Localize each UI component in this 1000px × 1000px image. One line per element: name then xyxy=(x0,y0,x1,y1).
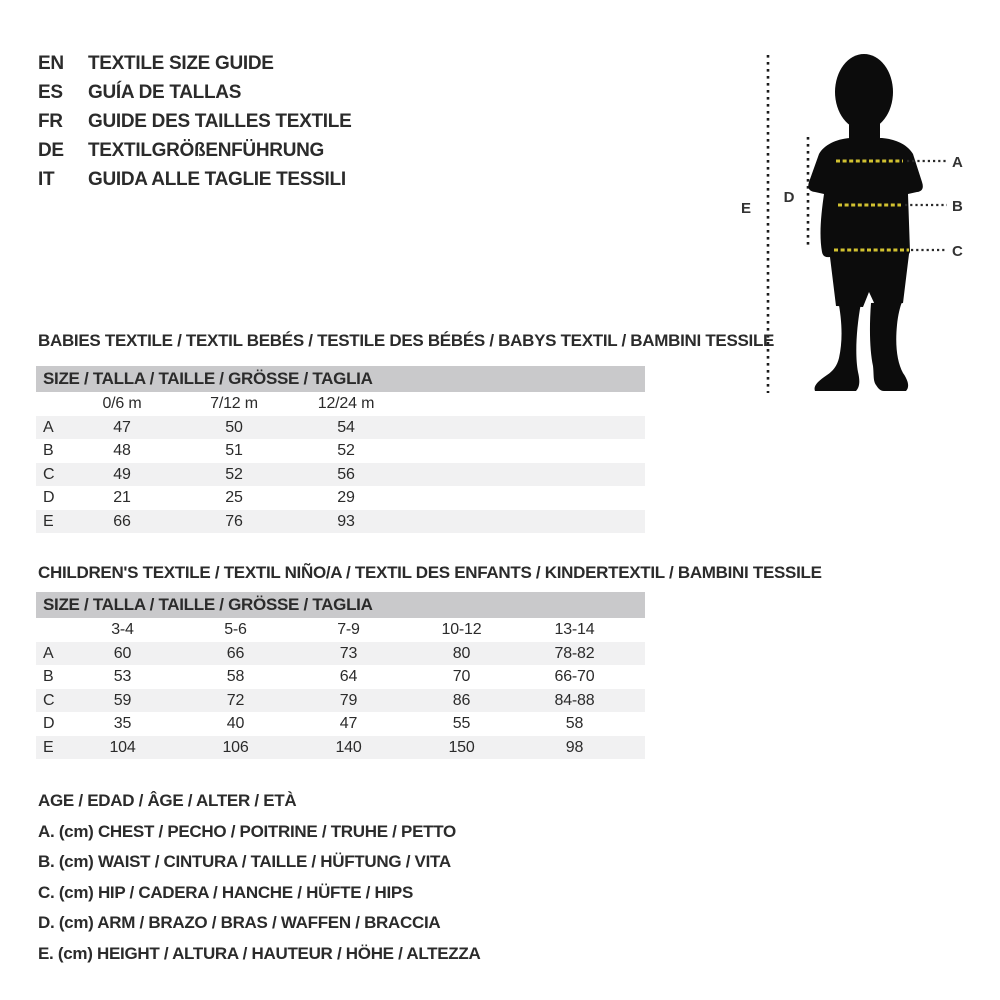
waist-label: B xyxy=(952,198,963,215)
language-title-list xyxy=(38,49,351,194)
table-cell: 93 xyxy=(337,512,355,530)
lang-code: DE xyxy=(38,140,64,161)
lang-row-en xyxy=(38,49,351,78)
child-silhouette xyxy=(808,54,923,391)
table-cell: 53 xyxy=(113,668,132,686)
legend-arm-line: D. (cm) ARM / BRAZO / BRAS / WAFFEN / BRACCIA xyxy=(38,913,441,933)
row-label: C xyxy=(43,465,55,483)
table-cell: 60 xyxy=(113,645,132,662)
table-row xyxy=(36,642,645,665)
table-row xyxy=(36,689,645,712)
table-cell: 66 xyxy=(113,512,131,530)
lang-row-fr xyxy=(38,107,351,136)
column-header: 13-14 xyxy=(554,621,595,638)
legend-height-line: E. (cm) HEIGHT / ALTURA / HAUTEUR / HÖHE / ALTEZZA xyxy=(38,943,481,963)
table-cell: 21 xyxy=(113,489,131,507)
column-header: 12/24 m xyxy=(317,395,375,412)
row-label: A xyxy=(43,419,54,436)
children-section-title: CHILDREN'S TEXTILE / TEXTIL NIÑO/A / TEXTIL DES ENFANTS / KINDERTEXTIL / BAMBINI TESSILE xyxy=(38,563,822,582)
table-cell: 58 xyxy=(226,668,245,686)
table-cell: 52 xyxy=(337,442,355,460)
corner-cell xyxy=(36,392,66,416)
legend-age-line: AGE / EDAD / ÂGE / ALTER / ETÀ xyxy=(38,791,297,810)
arm-label: D xyxy=(783,189,795,206)
table-cell: 55 xyxy=(452,715,471,733)
silhouette-torso xyxy=(808,138,923,307)
table-row xyxy=(36,665,645,688)
table-cell: 40 xyxy=(226,715,245,733)
column-header: 3-4 xyxy=(111,621,134,638)
row-label: B xyxy=(43,442,54,460)
table-row xyxy=(36,510,645,533)
lang-code: EN xyxy=(38,53,64,74)
table-cell: 66-70 xyxy=(554,668,595,686)
table-cell: 73 xyxy=(339,645,358,662)
lang-title: TEXTILGRÖßENFÜHRUNG xyxy=(88,140,325,161)
table-row xyxy=(36,463,645,486)
hip-label: C xyxy=(952,243,963,260)
table-row xyxy=(36,486,645,509)
table-cell: 56 xyxy=(337,465,355,483)
table-cell: 48 xyxy=(113,442,131,460)
table-row xyxy=(36,416,645,439)
babies-size-header-bar: SIZE / TALLA / TAILLE / GRÖSSE / TAGLIA xyxy=(36,366,645,392)
table-cell: 106 xyxy=(222,738,249,756)
table-cell: 72 xyxy=(226,691,245,709)
table-cell: 47 xyxy=(113,419,131,436)
table-cell: 50 xyxy=(225,419,243,436)
lang-title: GUIDA ALLE TAGLIE TESSILI xyxy=(88,169,346,190)
row-label: C xyxy=(43,691,55,709)
corner-cell xyxy=(36,618,66,642)
table-cell: 79 xyxy=(339,691,358,709)
table-cell: 51 xyxy=(225,442,243,460)
legend-waist-line: B. (cm) WAIST / CINTURA / TAILLE / HÜFTUNG / VITA xyxy=(38,852,451,872)
column-header: 0/6 m xyxy=(102,395,142,412)
table-cell: 58 xyxy=(565,715,584,733)
table-row xyxy=(36,736,645,759)
silhouette-left-leg xyxy=(815,300,861,391)
table-cell: 52 xyxy=(225,465,243,483)
column-header: 10-12 xyxy=(441,621,482,638)
column-header: 5-6 xyxy=(224,621,247,638)
table-cell: 104 xyxy=(109,738,136,756)
table-cell: 25 xyxy=(225,489,243,507)
table-cell: 59 xyxy=(113,691,132,709)
table-cell: 35 xyxy=(113,715,132,733)
table-cell: 49 xyxy=(113,465,131,483)
table-cell: 86 xyxy=(452,691,471,709)
table-cell: 70 xyxy=(452,668,471,686)
row-label: E xyxy=(43,738,54,756)
legend-chest-line: A. (cm) CHEST / PECHO / POITRINE / TRUHE / PETTO xyxy=(38,821,456,841)
children-size-header-bar: SIZE / TALLA / TAILLE / GRÖSSE / TAGLIA xyxy=(36,592,645,618)
row-label: D xyxy=(43,489,55,507)
babies-section-title: BABIES TEXTILE / TEXTIL BEBÉS / TESTILE DES BÉBÉS / BABYS TEXTIL / BAMBINI TESSILE xyxy=(38,331,775,350)
table-cell: 29 xyxy=(337,489,355,507)
lang-code: FR xyxy=(38,111,63,132)
table-cell: 64 xyxy=(339,668,358,686)
column-header: 7/12 m xyxy=(210,395,258,412)
table-row xyxy=(36,439,645,462)
table-cell: 140 xyxy=(335,738,362,756)
babies-column-header-row xyxy=(36,392,645,416)
silhouette-right-leg xyxy=(870,302,908,391)
lang-title: TEXTILE SIZE GUIDE xyxy=(88,53,274,74)
chest-label: A xyxy=(952,154,963,171)
lang-row-es xyxy=(38,78,351,107)
row-label: D xyxy=(43,715,55,733)
table-cell: 54 xyxy=(337,419,355,436)
children-column-header-row xyxy=(36,618,645,642)
lang-title: GUIDE DES TAILLES TEXTILE xyxy=(88,111,352,132)
lang-code: IT xyxy=(38,169,55,190)
table-cell: 47 xyxy=(339,715,358,733)
height-label: E xyxy=(740,200,752,217)
table-cell: 80 xyxy=(452,645,471,662)
lang-row-it xyxy=(38,165,351,194)
row-label: E xyxy=(43,512,54,530)
babies-size-table xyxy=(36,366,645,533)
table-cell: 98 xyxy=(565,738,584,756)
table-cell: 66 xyxy=(226,645,245,662)
children-size-table xyxy=(36,592,645,759)
lang-title: GUÍA DE TALLAS xyxy=(88,82,242,103)
table-row xyxy=(36,712,645,735)
lang-code: ES xyxy=(38,82,63,103)
lang-row-de xyxy=(38,136,351,165)
table-cell: 150 xyxy=(448,738,475,756)
column-header: 7-9 xyxy=(337,621,360,638)
legend-hip-line: C. (cm) HIP / CADERA / HANCHE / HÜFTE / HIPS xyxy=(38,882,414,902)
table-cell: 78-82 xyxy=(554,645,595,662)
measurement-legend xyxy=(38,786,480,970)
row-label: B xyxy=(43,668,54,686)
table-cell: 84-88 xyxy=(554,691,595,709)
table-cell: 76 xyxy=(225,512,243,530)
row-label: A xyxy=(43,645,54,662)
